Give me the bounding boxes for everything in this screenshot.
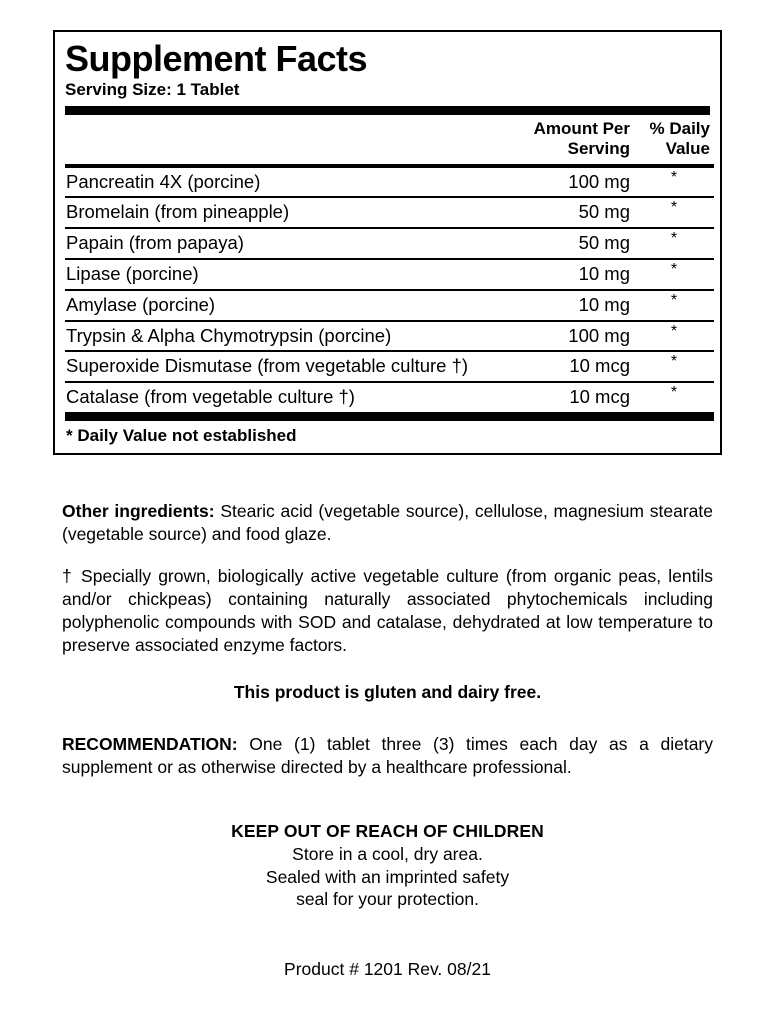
ingredient-daily-value [638, 291, 714, 320]
table-header-row [65, 115, 714, 163]
header-amount-line1: Amount Per [533, 119, 630, 139]
table-row [65, 291, 714, 320]
ingredient-daily-value [638, 198, 714, 227]
ingredient-amount: 10 mg [578, 263, 630, 284]
ingredient-name: Catalase (from vegetable culture †) [66, 386, 355, 408]
daily-value-asterisk: * [670, 199, 678, 217]
ingredient-name: Amylase (porcine) [66, 293, 216, 315]
ingredient-amount: 100 mg [568, 170, 630, 192]
ingredient-daily-value [638, 383, 714, 412]
other-ingredients-text: Stearic acid (vegetable source), cellulose, magnesium stearate (vegetable source) and food glaze. [62, 501, 713, 545]
ingredient-rows [65, 168, 714, 413]
ingredient-amount: 50 mg [578, 201, 630, 223]
daily-value-footnote: * Daily Value not established [66, 426, 297, 446]
other-ingredients-block [62, 500, 713, 546]
daily-value-asterisk: * [670, 261, 678, 278]
recommendation-paragraph [62, 733, 713, 779]
recommendation-label: RECOMMENDATION: [62, 734, 238, 754]
other-ingredients-paragraph [62, 500, 713, 546]
product-number-text: Product # 1201 Rev. 08/21 [284, 959, 491, 979]
ingredient-amount: 50 mg [578, 232, 630, 254]
header-dv-line2: Value [665, 139, 710, 159]
header-amount-line2: Serving [567, 139, 630, 159]
product-number-block [62, 958, 713, 981]
serving-size-text: Serving Size: 1 Tablet [65, 79, 240, 99]
header-amount-per-serving [513, 115, 638, 163]
keep-out-title: KEEP OUT OF REACH OF CHILDREN [231, 821, 544, 841]
keep-out-block [62, 820, 713, 911]
keep-out-line-2: Sealed with an imprinted safety [265, 866, 510, 887]
daily-value-asterisk: * [670, 353, 678, 371]
keep-out-line-1: Store in a cool, dry area. [292, 843, 483, 864]
daily-value-asterisk: * [670, 230, 678, 248]
header-daily-value [638, 115, 714, 163]
keep-out-line-3: seal for your protection. [296, 889, 479, 910]
ingredient-daily-value [638, 352, 714, 381]
header-dv-line1: % Daily [649, 119, 710, 139]
dagger-note-paragraph: † Specially grown, biologically active vegetable culture (from organic peas, lentils and/or chickpeas) containing naturally associated phytochemicals including polyphenolic compounds with SOD and catalase, dehydrated at low temperature to preserve associated enzyme factors. [62, 566, 713, 656]
ingredient-daily-value [638, 260, 714, 289]
facts-table [65, 115, 714, 452]
ingredient-amount: 10 mcg [569, 355, 630, 377]
panel-title: Supplement Facts [65, 38, 368, 79]
gluten-free-text: This product is gluten and dairy free. [233, 682, 542, 702]
daily-value-asterisk: * [670, 384, 678, 402]
table-row [65, 229, 714, 258]
recommendation-block [62, 733, 713, 779]
rule-thick-top [65, 106, 710, 115]
ingredient-name: Papain (from papaya) [66, 232, 244, 254]
ingredient-name: Trypsin & Alpha Chymotrypsin (porcine) [66, 324, 392, 346]
table-row [65, 352, 714, 381]
dagger-note-block [62, 565, 713, 657]
rule-above-footnote [65, 412, 714, 421]
other-ingredients-label: Other ingredients: [62, 501, 215, 521]
daily-value-asterisk: * [670, 168, 678, 186]
table-row [65, 383, 714, 412]
daily-value-asterisk: * [670, 291, 678, 309]
header-blank [65, 115, 513, 163]
ingredient-daily-value [638, 168, 714, 197]
supplement-facts-panel [53, 30, 722, 455]
ingredient-name: Bromelain (from pineapple) [66, 201, 290, 223]
ingredient-daily-value [638, 322, 714, 351]
table-row [65, 322, 714, 351]
ingredient-amount: 100 mg [568, 324, 630, 346]
gluten-free-block [62, 681, 713, 704]
ingredient-name: Lipase (porcine) [66, 263, 199, 284]
ingredient-name: Pancreatin 4X (porcine) [66, 170, 261, 192]
table-row [65, 260, 714, 289]
footnote-row [65, 421, 714, 452]
table-row [65, 198, 714, 227]
ingredient-daily-value [638, 229, 714, 258]
ingredient-name: Superoxide Dismutase (from vegetable culture †) [66, 355, 469, 377]
table-row [65, 168, 714, 197]
recommendation-text: One (1) tablet three (3) times each day as a dietary supplement or as otherwise directed by a healthcare professional. [62, 734, 713, 778]
daily-value-asterisk: * [670, 322, 678, 340]
ingredient-amount: 10 mcg [569, 386, 630, 408]
ingredient-amount: 10 mg [578, 293, 630, 315]
